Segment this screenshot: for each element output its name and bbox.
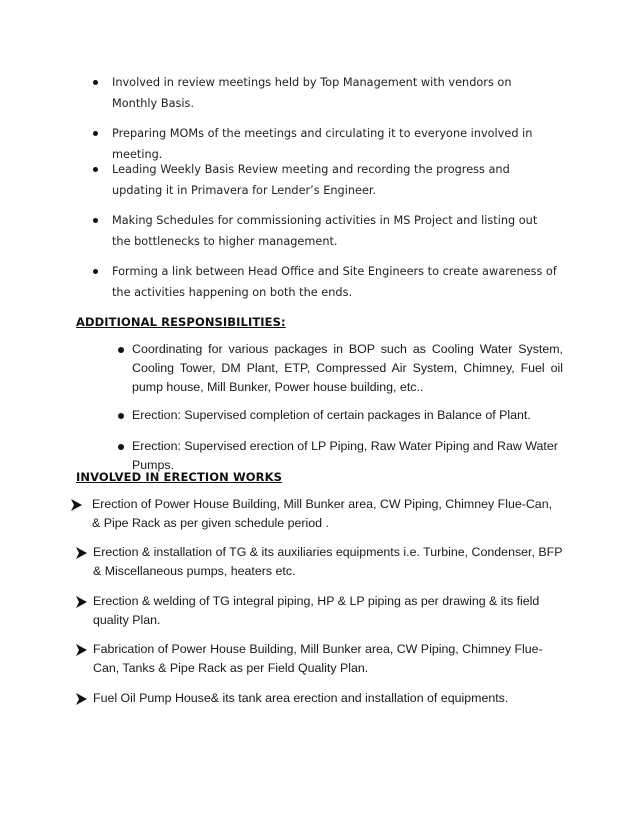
bullet-icon: [93, 131, 98, 136]
list-item: Erection & installation of TG & its auxiliaries equipments i.e. Turbine, Condenser, BFP & Miscellaneous pumps, heaters etc.: [93, 545, 563, 578]
arrow-bullet-icon: [76, 644, 87, 656]
list-item: Making Schedules for commissioning activities in MS Project and listing out the bottlenecks to higher management.: [112, 214, 538, 248]
bullet-icon: [93, 218, 98, 223]
bullet-icon: [118, 444, 124, 450]
bullet-icon: [93, 167, 98, 172]
arrow-bullet-icon: [76, 596, 87, 608]
bullet-icon: [93, 269, 98, 274]
arrow-bullet-icon: [71, 499, 82, 511]
list-item: Leading Weekly Basis Review meeting and recording the progress and updating it in Primavera for Lender’s Engineer.: [112, 163, 510, 197]
section-heading-additional: ADDITIONAL RESPONSIBILITIES:: [76, 315, 286, 329]
bullet-icon: [93, 80, 98, 85]
list-item: Erection of Power House Building, Mill Bunker area, CW Piping, Chimney Flue-Can, & Pipe Rack as per given schedule period .: [92, 497, 553, 530]
list-item: Coordinating for various packages in BOP such as Cooling Water System, Cooling Tower, DM Plant, ETP, Compressed Air System, Chimney, Fuel oil pump house, Mill Bunker, Power house building, etc..: [132, 342, 563, 394]
list-item: Fabrication of Power House Building, Mill Bunker area, CW Piping, Chimney Flue-Can, Tanks & Pipe Rack as per Field Quality Plan.: [93, 642, 543, 675]
list-item: Involved in review meetings held by Top Management with vendors on Monthly Basis.: [112, 76, 512, 110]
list-item: Fuel Oil Pump House& its tank area erection and installation of equipments.: [93, 691, 509, 705]
section-heading-erection: INVOLVED IN ERECTION WORKS: [76, 470, 282, 484]
arrow-bullet-icon: [76, 547, 87, 559]
list-item: Erection: Supervised completion of certain packages in Balance of Plant.: [132, 408, 531, 422]
list-item: Erection & welding of TG integral piping, HP & LP piping as per drawing & its field quality Plan.: [93, 594, 540, 627]
bullet-icon: [118, 347, 124, 353]
list-item: Preparing MOMs of the meetings and circulating it to everyone involved in meeting.: [112, 127, 533, 161]
bullet-icon: [118, 413, 124, 419]
list-item: Forming a link between Head Office and Site Engineers to create awareness of the activities happening on both the ends.: [112, 265, 557, 299]
arrow-bullet-icon: [76, 693, 87, 705]
list-item: Erection: Supervised erection of LP Piping, Raw Water Piping and Raw Water Pumps.: [132, 439, 558, 472]
